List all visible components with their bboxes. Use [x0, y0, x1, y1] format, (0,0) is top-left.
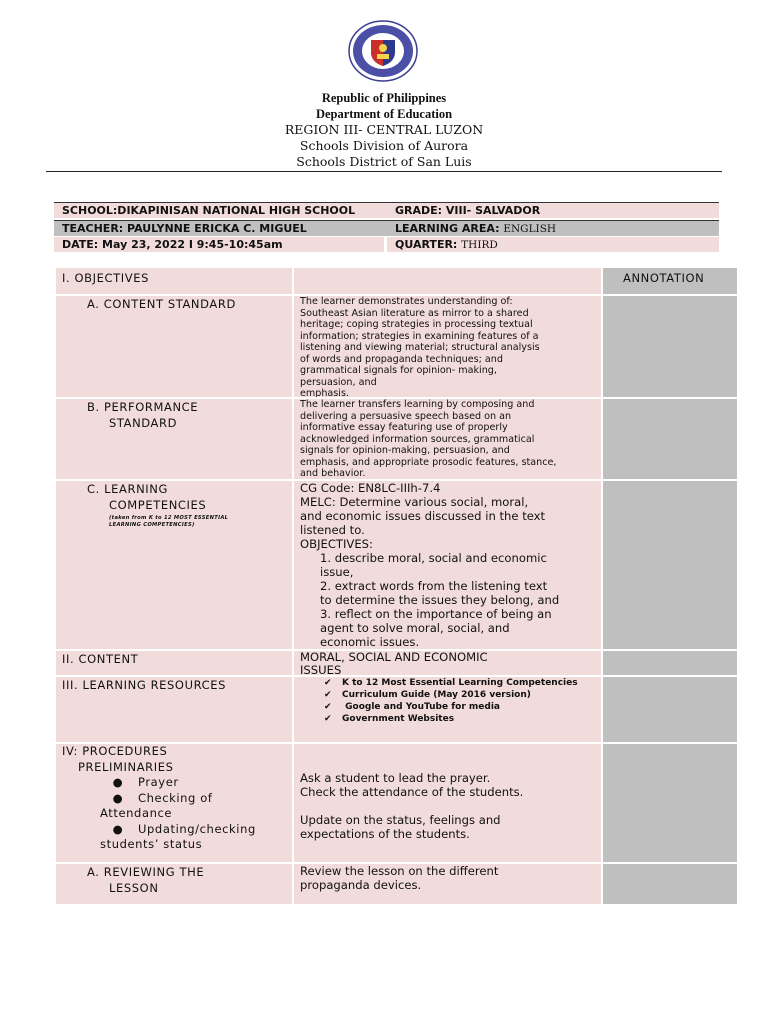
ps-line: signals for opinion-making, persuasion, and	[300, 445, 510, 456]
check-icon: ✔	[324, 690, 332, 700]
lc-item: to determine the issues they belong, and	[320, 593, 560, 607]
reviewing-label	[56, 864, 292, 904]
header-department: Department of Education	[315, 107, 453, 121]
review-line: Review the lesson on the different	[300, 864, 499, 878]
quarter-label: QUARTER:	[395, 238, 458, 251]
cs-line: listening and viewing material; structural analysis	[300, 342, 540, 353]
performance-standard-text	[294, 399, 601, 479]
ps-label-line: B. PERFORMANCE	[87, 400, 199, 414]
resource-item: ✔ K to 12 Most Essential Learning Competencies	[324, 678, 578, 688]
proc-text-line: expectations of the students.	[300, 827, 470, 841]
learning-competencies-label	[56, 481, 292, 649]
annotation-cell	[603, 296, 737, 397]
ps-line: delivering a persuasive speech based on an	[300, 410, 512, 422]
lc-line: and economic issues discussed in the text	[300, 509, 546, 523]
cs-line: grammatical signals for opinion- making,	[300, 365, 497, 376]
info-row-date	[54, 237, 719, 252]
info-row-school	[54, 202, 719, 218]
header-divider	[46, 171, 722, 172]
proc-text-line: Check the attendance of the students.	[300, 785, 524, 799]
lc-item: 1. describe moral, social and economic	[320, 551, 547, 565]
prelim-item: ● Prayer	[62, 775, 292, 791]
content-text	[294, 651, 601, 675]
proc-line: PRELIMINARIES	[78, 759, 174, 774]
prelim-item: ● Checking of	[62, 791, 292, 807]
cs-line: Southeast Asian literature as mirror to a shared	[300, 307, 529, 319]
content-line: MORAL, SOCIAL AND ECONOMIC	[300, 651, 488, 664]
learning-resources-label: III. LEARNING RESOURCES	[56, 677, 292, 742]
check-icon: ✔	[324, 714, 332, 724]
learning-area-label: LEARNING AREA:	[395, 222, 500, 235]
header-division: Schools Division of Aurora	[299, 138, 469, 153]
procedures-text	[294, 744, 601, 862]
lc-line: listened to.	[300, 523, 365, 537]
check-icon: ✔	[324, 702, 332, 712]
date-field: DATE: May 23, 2022 I 9:45-10:45am	[54, 237, 384, 252]
ps-line: acknowledged information sources, grammatical	[300, 433, 535, 445]
resource-item: ✔ Government Websites	[324, 714, 455, 724]
performance-standard-label	[56, 399, 292, 479]
header-region: REGION III- CENTRAL LUZON	[284, 122, 484, 137]
quarter-field	[387, 237, 719, 252]
annotation-cell	[603, 651, 737, 675]
content-standard-text	[294, 296, 601, 397]
cs-line: of words and propaganda techniques; and	[300, 353, 503, 365]
info-row-teacher	[54, 220, 719, 236]
bullet-icon: ●	[112, 821, 124, 836]
resource-item: ✔ Curriculum Guide (May 2016 version)	[324, 690, 531, 700]
school-field: SCHOOL:DIKAPINISAN NATIONAL HIGH SCHOOL	[62, 204, 356, 217]
review-line: propaganda devices.	[300, 878, 422, 892]
lc-item: 2. extract words from the listening text	[320, 579, 548, 593]
procedures-label	[56, 744, 292, 862]
objectives-heading: I. OBJECTIVES	[56, 268, 292, 294]
resource-item: ✔ Google and YouTube for media	[324, 702, 500, 712]
lc-item: agent to solve moral, social, and	[320, 621, 510, 635]
proc-text-line: Update on the status, feelings and	[300, 813, 501, 827]
bullet-icon: ●	[112, 775, 124, 789]
annotation-cell	[603, 399, 737, 479]
annotation-cell	[603, 677, 737, 742]
proc-line: IV: PROCEDURES	[62, 744, 168, 758]
ps-line: The learner transfers learning by composing and	[300, 399, 535, 410]
reviewing-text	[294, 864, 601, 904]
ps-label-line: STANDARD	[109, 416, 178, 430]
grade-field: GRADE: VIII- SALVADOR	[395, 204, 541, 217]
cs-line: heritage; coping strategies in processing textual	[300, 319, 533, 330]
annotation-cell	[603, 744, 737, 862]
deped-seal-logo	[347, 20, 419, 82]
prelim-item: ● Updating/checking	[62, 822, 292, 838]
objectives-content-cell	[294, 268, 601, 294]
cs-line: The learner demonstrates understanding of:	[300, 296, 513, 307]
learning-area-field	[387, 221, 719, 236]
prelim-item-cont: Attendance	[100, 806, 173, 820]
cs-line: information; strategies in examining features of a	[300, 330, 539, 342]
prelim-item-cont: students’ status	[100, 837, 203, 851]
content-line: ISSUES	[300, 663, 342, 675]
ps-line: informative essay featuring use of properly	[300, 422, 508, 433]
lc-line: MELC: Determine various social, moral,	[300, 495, 529, 509]
cs-line: persuasion, and	[300, 376, 377, 388]
review-label-line: A. REVIEWING THE	[87, 865, 205, 879]
ps-line: and behavior.	[300, 468, 366, 479]
lc-item: 3. reflect on the importance of being an	[320, 607, 552, 621]
annotation-cell	[603, 481, 737, 649]
bullet-icon: ●	[112, 790, 124, 805]
check-icon: ✔	[324, 678, 332, 688]
lc-line: OBJECTIVES:	[300, 537, 373, 551]
quarter-value: THIRD	[461, 239, 498, 251]
header-republic: Republic of Philippines	[321, 91, 447, 105]
review-label-line: LESSON	[109, 881, 159, 895]
lc-item: issue,	[320, 565, 354, 579]
content-standard-label: A. CONTENT STANDARD	[56, 296, 292, 397]
lc-label-line: COMPETENCIES	[109, 498, 207, 512]
lc-item: economic issues.	[320, 635, 420, 649]
annotation-cell	[603, 864, 737, 904]
annotation-heading: ANNOTATION	[603, 268, 737, 294]
content-label: II. CONTENT	[56, 651, 292, 675]
learning-area-value: ENGLISH	[503, 223, 557, 235]
learning-competencies-text	[294, 481, 601, 649]
learning-resources-list	[294, 677, 601, 742]
ps-line: emphasis, and appropriate prosodic features, stance,	[300, 456, 557, 468]
teacher-field: TEACHER: PAULYNNE ERICKA C. MIGUEL	[62, 222, 307, 235]
lc-note-line: (taken from K to 12 MOST ESSENTIAL	[109, 515, 229, 521]
lc-line: CG Code: EN8LC-IIIh-7.4	[300, 481, 441, 495]
lc-note-line: LEARNING COMPETENCIES)	[109, 521, 195, 528]
header-district: Schools District of San Luis	[296, 154, 472, 169]
proc-text-line: Ask a student to lead the prayer.	[300, 771, 491, 785]
lc-label-line: C. LEARNING	[87, 482, 168, 496]
cs-line: emphasis.	[300, 388, 350, 397]
